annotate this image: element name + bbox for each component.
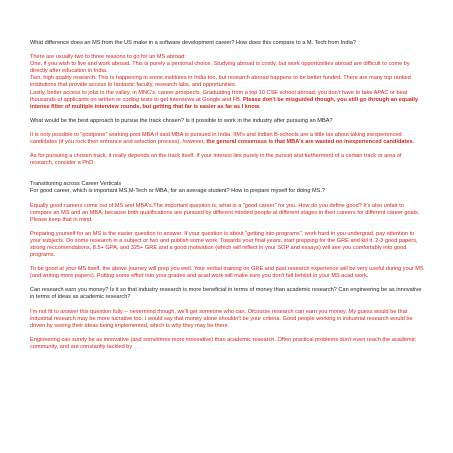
answer-1-emphasis: Please don't be misguided though, you still go through an equally intense filter of multiple interview rounds, but getting that far is easier as far as I know. bbox=[30, 96, 419, 110]
question-3: For good career, which is important MS,M-Tech or MBA, for an average student? How to prepare myself for doing MS.? bbox=[30, 188, 326, 195]
document-page bbox=[30, 40, 426, 351]
answer-4-engineering: Engineering can surely be as innovative (and sometimes more innovative) than academic research. Often practical problems don't even reach the academic community, and are constantly tackled by bbox=[30, 336, 416, 350]
answer-2-track: As for pursuing a chosen track, it really depends on the track itself. If your interest lies purely in the pursuit and furtherment of a certain track or area of research, consider a PhD. bbox=[30, 153, 402, 167]
answer-3-ms: To be good at your MS itself, the above journey will prep you well. Your verbal training on GRE and past research experience will be very useful during your MS (and writing more papers). Putting some effort into your grades and acad work will make sure you don't fall behind in your MS acad work. bbox=[30, 266, 424, 280]
section-title: Transitioning across Career Verticals bbox=[30, 181, 122, 188]
answer-1-point-one: One, if you wish to live and work abroad. This is purely a personal choice. Studying abroad is costly, but work opportunities abroad are difficult to come by directly after education in India. bbox=[30, 61, 410, 75]
answer-1-intro: There are usually two to three reasons to go for an MS abroad: bbox=[30, 54, 186, 61]
answer-4-money: I'm not fit to answer this question fully -- nevermind though, we'll get someone who can. Ofcourse research can earn you money. My guess would be that industrial research may be more lucrative too. I would say that money alone shouldn't be your criteria. Good people working in industrial research would be driven by seeing their ideas being implemented, which is why they may be there. bbox=[30, 308, 413, 329]
answer-1-point-two: Two, high quality research. This is happening in some institutes in India too, but research abroad happens to be better funded. There are many top ranked institutions that provide access to fantastic faculty, research labs, and opportunities. bbox=[30, 75, 411, 89]
question-4: Can research earn you money? Is it so that industry research is more beneficial in terms of money than academic research? Can engineering be as innovative in terms of ideas as academic research? bbox=[30, 287, 422, 301]
answer-2-emphasis: the general consensus is that MBA's are wasted on inexperienced candidates. bbox=[206, 139, 415, 146]
answer-2-mba-text: It is only possible to "postpone" working post MBA if said MBA is pursued in India. IIM's and Indian B-schools are a little lax about taking inexperienced candidates (if you rock their entrance and selection process), however, bbox=[30, 131, 402, 146]
answer-1-point-three bbox=[30, 90, 426, 111]
question-1: What difference does an MS from the US make in a software development career? How does this compare to a M. Tech from India? bbox=[30, 40, 356, 46]
answer-2-mba bbox=[30, 132, 426, 146]
answer-3-prep: Preparing yourself for an MS is the easier question to answer. If your question is about "getting into programs", work hard in you undergrad, pay attention to your subjects. Do some research in a subject or two and publish some work. Towards your final years, start prepping for the GRE and kill it. 2-3 good papers, strong reccomendations, 8.5+ GPA, and 325+ GRE and a good motivation (which will reflect in your SOP and essays) will see you comfortably into good programs. bbox=[30, 230, 418, 259]
answer-3-careers: Equally good careers come out of MS and MBA's.The important question is, what is a "good career" for you. How do you define good? It's also unfair to compare an MS and an MBA, because both qualifications are pursued by different minded people at different stages in their careers for different career goals. Please keep that in mind. bbox=[30, 202, 420, 223]
question-2: What would be the best approach to pursue the track chosen? Is it possible to work in the industry after pursuing an MBA? bbox=[30, 117, 333, 124]
answer-1-point-three-text: Lastly, better access to jobs in the valley, in MNC's, career prospects. Graduating from a top 10 CSE school abroad, you don't have to take APAC or beat thousands of applicants on written or coding tests to get interviews at Google and FB. bbox=[30, 89, 408, 103]
